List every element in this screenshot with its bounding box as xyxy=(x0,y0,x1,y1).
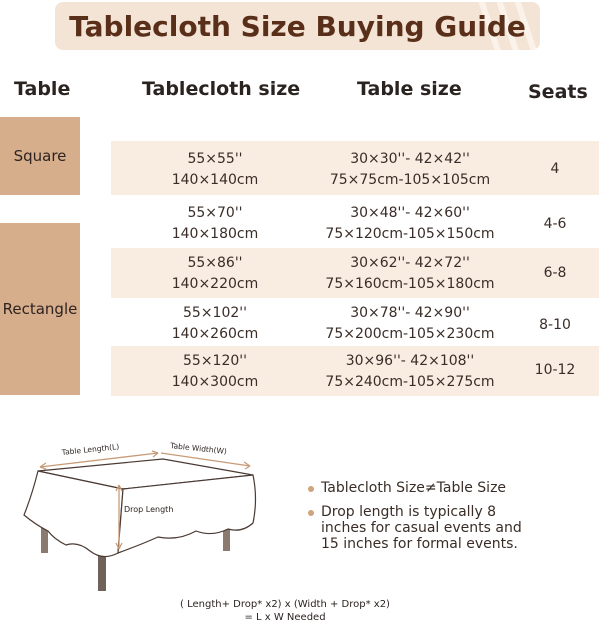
table-leg xyxy=(41,528,48,553)
page-title: Tablecloth Size Buying Guide xyxy=(69,9,526,43)
seats-cell: 4 xyxy=(550,161,560,177)
tablecloth-size-cm: 140×260cm xyxy=(171,326,259,342)
table-size-cm: 75×240cm-105×275cm xyxy=(325,374,495,390)
formula xyxy=(180,598,390,624)
tablecloth-size-cm: 140×180cm xyxy=(171,226,259,242)
tablecloth-size-cell xyxy=(160,351,270,393)
seats-cell: 10-12 xyxy=(534,362,576,378)
type-rectangle-label: Rectangle xyxy=(2,300,78,318)
seats-cell: 8-10 xyxy=(539,317,571,333)
table-size-inches: 30×62''- 42×72'' xyxy=(350,255,470,271)
formula-line-1: ( Length+ Drop* x2) x (Width + Drop* x2) xyxy=(180,599,390,610)
tablecloth-size-cm: 140×300cm xyxy=(171,374,259,390)
tablecloth-size-inches: 55×86'' xyxy=(187,255,243,271)
tablecloth-size-inches: 55×102'' xyxy=(183,305,247,321)
diagram-drop-label: Drop Length xyxy=(124,505,174,514)
list-item xyxy=(308,480,538,496)
header-seats: Seats xyxy=(528,81,588,103)
tablecloth-size-cell xyxy=(160,303,270,345)
table-size-cm: 75×120cm-105×150cm xyxy=(325,226,495,242)
table-size-cm: 75×75cm-105×105cm xyxy=(329,172,491,188)
table-size-inches: 30×30''- 42×42'' xyxy=(350,151,470,167)
table-size-cell xyxy=(325,351,495,393)
formula-line-2: = L x W Needed xyxy=(244,612,326,623)
table-leg xyxy=(98,553,106,591)
tablecloth-diagram xyxy=(18,433,268,593)
tablecloth-size-inches: 55×120'' xyxy=(183,353,247,369)
table-size-inches: 30×78''- 42×90'' xyxy=(350,305,470,321)
table-size-cell xyxy=(325,303,495,345)
tablecloth-size-cm: 140×220cm xyxy=(171,276,259,292)
note-text: Tablecloth Size≠Table Size xyxy=(321,480,507,496)
type-square-label: Square xyxy=(13,147,67,165)
notes-list xyxy=(308,480,538,560)
table-size-cell xyxy=(325,149,495,191)
tablecloth-size-cell xyxy=(160,253,270,295)
list-item xyxy=(308,504,538,552)
header-table: Table xyxy=(14,78,71,100)
bullet-dot-icon xyxy=(308,486,314,492)
tablecloth-size-inches: 55×55'' xyxy=(187,151,243,167)
diagram-length-label: Table Length(L) xyxy=(61,442,120,457)
diagram-width-label: Table Width(W) xyxy=(169,441,228,456)
note-text: Drop length is typically 8 inches for casual events and 15 inches for formal events. xyxy=(321,504,522,552)
seats-cell: 4-6 xyxy=(543,216,567,232)
seats-cell: 6-8 xyxy=(543,265,567,281)
table-size-inches: 30×96''- 42×108'' xyxy=(345,353,475,369)
type-square xyxy=(0,117,80,195)
table-size-cm: 75×160cm-105×180cm xyxy=(325,276,495,292)
title-banner xyxy=(55,2,540,50)
tablecloth-size-inches: 55×70'' xyxy=(187,205,243,221)
table-size-cm: 75×200cm-105×230cm xyxy=(325,326,495,342)
tablecloth-size-cm: 140×140cm xyxy=(171,172,259,188)
bullet-dot-icon xyxy=(308,510,314,516)
table-size-cell xyxy=(325,253,495,295)
tablecloth-size-cell xyxy=(160,149,270,191)
header-table-size: Table size xyxy=(357,78,462,100)
tablecloth-size-cell xyxy=(160,203,270,245)
header-tablecloth-size: Tablecloth size xyxy=(142,78,301,100)
table-size-cell xyxy=(325,203,495,245)
table-size-inches: 30×48''- 42×60'' xyxy=(350,205,470,221)
type-rectangle xyxy=(0,223,80,395)
